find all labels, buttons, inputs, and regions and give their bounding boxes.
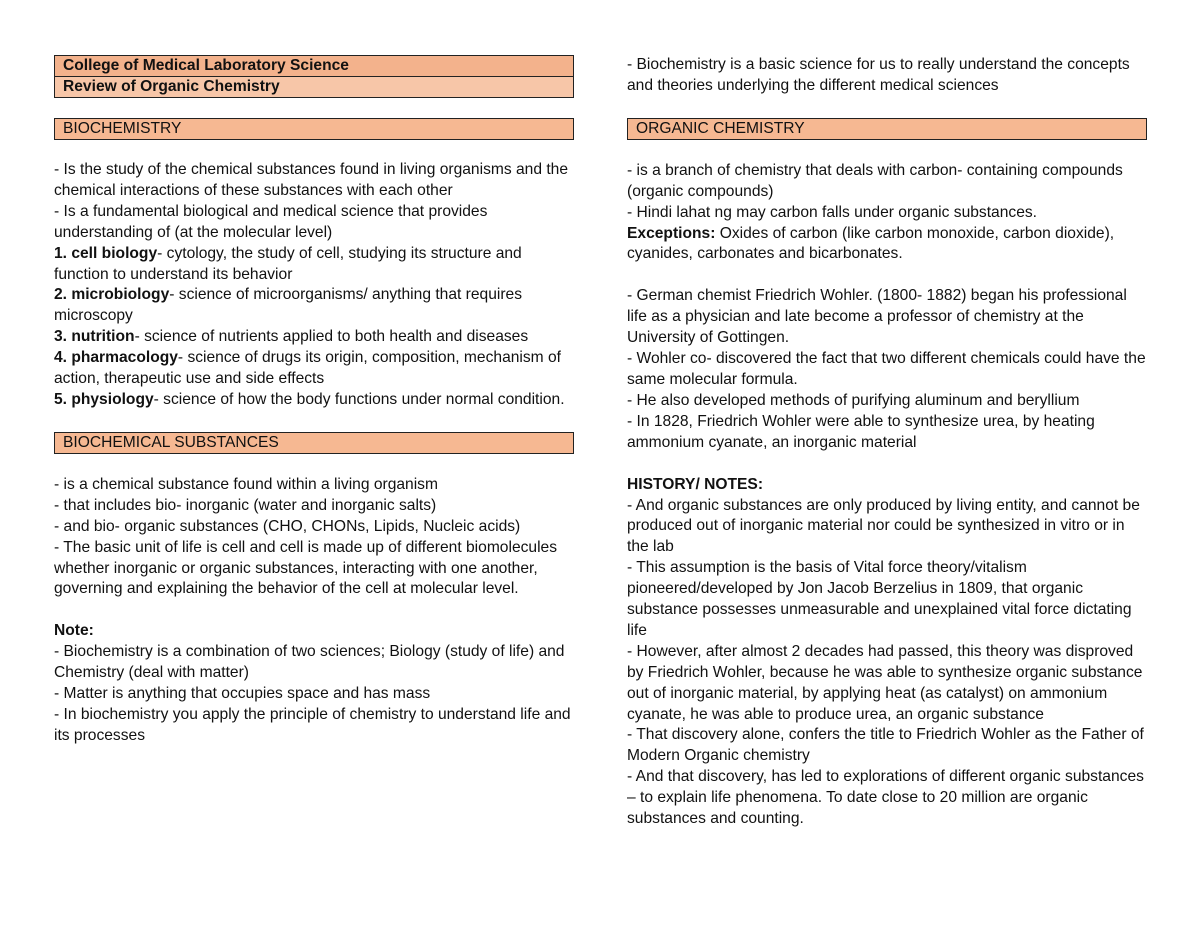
branch-desc: - science of nutrients applied to both health and diseases (134, 328, 529, 346)
branch-pharmacology (54, 348, 574, 390)
section-head-biochemical-substances: BIOCHEMICAL SUBSTANCES (54, 432, 574, 454)
note-line: - Matter is anything that occupies space and has mass (54, 685, 431, 703)
intro-line: - Biochemistry is a basic science for us to really understand the concepts and theories underlying the different medical sciences (627, 56, 1130, 94)
history-title-text: HISTORY/ NOTES: (627, 475, 764, 493)
college-title: College of Medical Laboratory Science (54, 55, 574, 76)
document-header (54, 55, 574, 98)
biochemistry-line: - Is the study of the chemical substances found in living organisms and the chemical interactions of these substances with each other (54, 161, 569, 199)
history-title (627, 475, 1147, 496)
history-line: - And that discovery, has led to explorations of different organic substances – to explain life phenomena. To date close to 20 million are organic substances and counting. (627, 768, 1144, 828)
organic-line: - is a branch of chemistry that deals with carbon- containing compounds (organic compounds) (627, 161, 1123, 200)
branch-term: 4. pharmacology (54, 349, 178, 367)
note-line: - Biochemistry is a combination of two sciences; Biology (study of life) and Chemistry (deal with matter) (54, 643, 565, 682)
organic-line: - Hindi lahat ng may carbon falls under organic substances. (627, 203, 1037, 221)
branch-nutrition (54, 327, 574, 348)
history-line: - And organic substances are only produced by living entity, and cannot be produced out of inorganic material nor could be synthesized in vitro or in the lab (627, 496, 1140, 556)
history-line: - This assumption is the basis of Vital force theory/vitalism pioneered/developed by Jon Jacob Berzelius in 1809, that organic substance possesses unmeasurable and unexplained vital force dictating life (627, 559, 1132, 639)
substances-line: - The basic unit of life is cell and cell is made up of different biomolecules whether inorganic or organic substances, interacting with one another, governing and explaining the behavior of the cell at molecular level. (54, 538, 558, 598)
section-head-organic-chemistry: ORGANIC CHEMISTRY (627, 118, 1147, 140)
exceptions-line (627, 224, 1147, 266)
note-line: - In biochemistry you apply the principle of chemistry to understand life and its processes (54, 705, 571, 744)
branch-physiology (54, 390, 574, 411)
history-line: - However, after almost 2 decades had passed, this theory was disproved by Friedrich Wohler, because he was able to synthesize organic substance out of inorganic material, by applying heat (as catalyst) on ammonium cyanate, he was able to produce urea, an organic substance (627, 642, 1143, 723)
wohler-line: - German chemist Friedrich Wohler. (1800- 1882) began his professional life as a physician and late become a professor of chemistry at the University of Gottingen. (627, 287, 1127, 347)
wohler-line: - In 1828, Friedrich Wohler were able to synthesize urea, by heating ammonium cyanate, an inorganic material (627, 412, 1095, 451)
exceptions-label: Exceptions: (627, 224, 716, 242)
branch-desc: - science of drugs its origin, composition, mechanism of action, therapeutic use and side effects (54, 349, 561, 388)
branch-desc: - science of microorganisms/ anything that requires microscopy (54, 286, 522, 325)
wohler-line: - Wohler co- discovered the fact that two different chemicals could have the same molecular formula. (627, 350, 1146, 388)
branch-desc: - science of how the body functions under normal condition. (153, 390, 565, 408)
branch-term: 2. microbiology (54, 286, 170, 304)
wohler-line: - He also developed methods of purifying aluminum and beryllium (627, 391, 1080, 409)
branch-term: 1. cell biology (54, 244, 158, 262)
substances-line: - that includes bio- inorganic (water and inorganic salts) (54, 496, 437, 514)
branch-microbiology (54, 285, 574, 327)
left-column (54, 55, 574, 747)
substances-line: - is a chemical substance found within a living organism (54, 475, 438, 493)
right-column (627, 55, 1147, 830)
subject-title: Review of Organic Chemistry (54, 76, 574, 98)
exceptions-text: Oxides of carbon (like carbon monoxide, carbon dioxide), cyanides, carbonates and bicarbonates. (627, 224, 1115, 263)
branch-term: 5. physiology (54, 390, 154, 408)
section-head-biochemistry: BIOCHEMISTRY (54, 118, 574, 140)
branch-desc: - cytology, the study of cell, studying its structure and function to understand its behavior (54, 244, 522, 283)
branch-cell-biology (54, 244, 574, 286)
history-line: - That discovery alone, confers the title to Friedrich Wohler as the Father of Modern Organic chemistry (627, 726, 1144, 765)
biochemistry-line: - Is a fundamental biological and medical science that provides understanding of (at the molecular level) (54, 202, 488, 241)
note-title-text: Note: (54, 622, 94, 640)
branch-term: 3. nutrition (54, 328, 135, 346)
note-title (54, 621, 574, 642)
substances-line: - and bio- organic substances (CHO, CHONs, Lipids, Nucleic acids) (54, 517, 521, 535)
